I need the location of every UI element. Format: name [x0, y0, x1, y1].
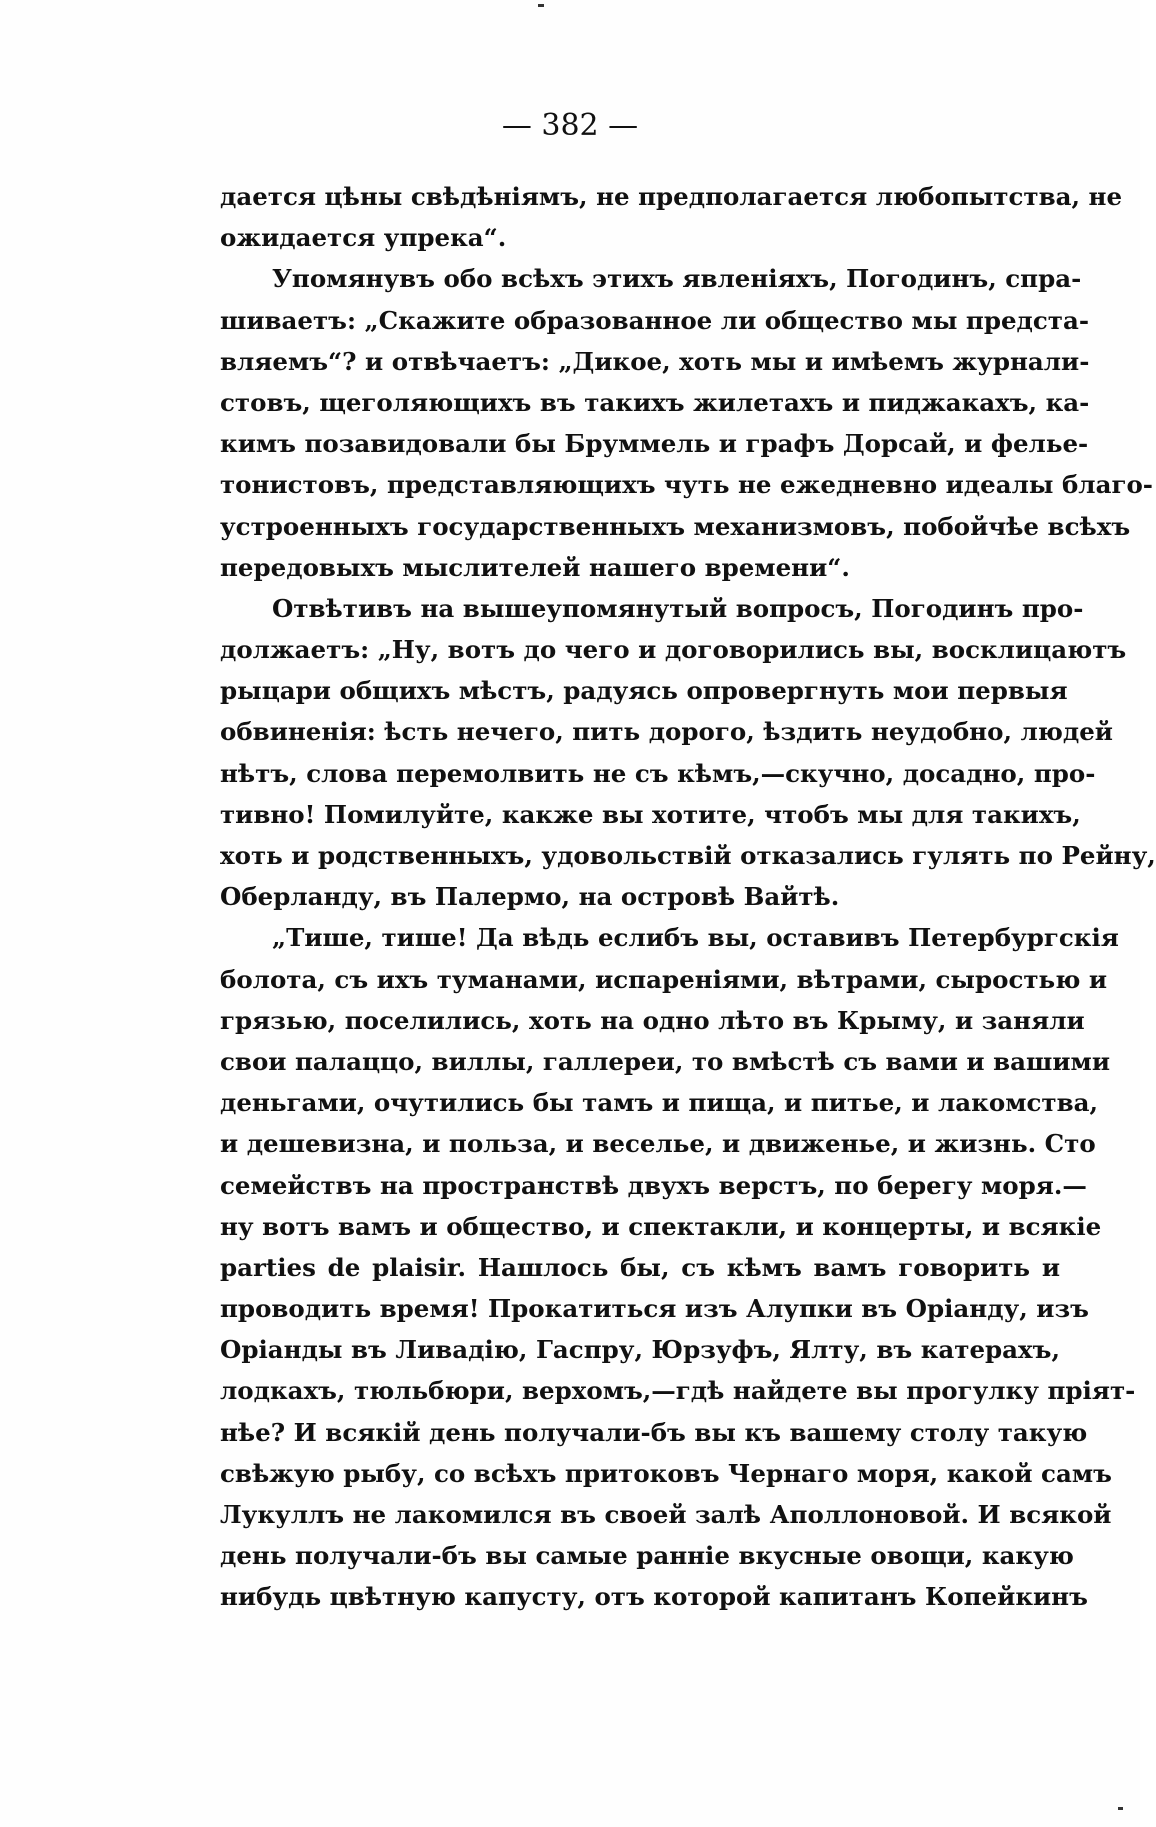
text-line: Лукуллъ не лакомился въ своей залѣ Аполлоновой. И всякой [220, 1500, 1112, 1529]
text-line: ожидается упрека“. [220, 223, 507, 253]
text-line: свои палаццо, виллы, галлереи, то вмѣстѣ съ вами и вашими [220, 1046, 1110, 1076]
text-line: свѣжую рыбу, со всѣхъ притоковъ Чернаго моря, какой самъ [220, 1458, 1112, 1488]
text-line: ну вотъ вамъ и общество, и спектакли, и концерты, и всякіе [220, 1211, 1102, 1241]
text-line: должаетъ: „Ну, вотъ до чего и договорились вы, восклицаютъ [220, 635, 1127, 665]
text-line: parties de plaisir. Нашлось бы, съ кѣмъ вамъ говорить и [220, 1252, 1060, 1282]
text-line: Оберланду, въ Палермо, на островѣ Вайтѣ. [220, 882, 840, 912]
text-line: деньгами, очутились бы тамъ и пища, и питье, и лакомства, [220, 1088, 1099, 1118]
text-line: дается цѣны свѣдѣніямъ, не предполагается любопытства, не [220, 182, 1123, 211]
scan-speck [538, 4, 544, 7]
text-line: день получали-бъ вы самые ранніе вкусные овощи, какую [220, 1541, 1074, 1571]
text-line: хоть и родственныхъ, удовольствій отказались гулять по Рейну, [220, 841, 1156, 870]
text-line: семействъ на пространствѣ двухъ верстъ, по берегу моря.— [220, 1170, 1087, 1200]
text-line: устроенныхъ государственныхъ механизмовъ, побойчѣе всѣхъ [220, 511, 1131, 541]
text-line: рыцари общихъ мѣстъ, радуясь опровергнуть мои первыя [220, 676, 1068, 706]
text-line: Упомянувъ обо всѣхъ этихъ явленіяхъ, Погодинъ, спра- [272, 264, 1082, 294]
text-line: Отвѣтивъ на вышеупомянутый вопросъ, Погодинъ про- [272, 593, 1084, 623]
text-line: нѣтъ, слова перемолвить не съ кѣмъ,—скучно, досадно, про- [220, 758, 1096, 788]
page-number: — 382 — [501, 108, 639, 143]
text-line: тивно! Помилуйте, какже вы хотите, чтобъ мы для такихъ, [220, 799, 1081, 829]
text-line: „Тише, тише! Да вѣдь еслибъ вы, оставивъ Петербургскія [272, 923, 1119, 953]
text-line: Оріанды въ Ливадію, Гаспру, Юрзуфъ, Ялту, въ катерахъ, [220, 1335, 1060, 1365]
text-line: шиваетъ: „Скажите образованное ли общество мы предста- [220, 305, 1090, 335]
text-line: вляемъ“? и отвѣчаетъ: „Дикое, хоть мы и имѣемъ журнали- [220, 346, 1090, 376]
text-line: грязью, поселились, хоть на одно лѣто въ Крыму, и заняли [220, 1005, 1085, 1035]
text-line: тонистовъ, представляющихъ чуть не ежедневно идеалы благо- [220, 470, 1153, 500]
text-line: болота, съ ихъ туманами, испареніями, вѣтрами, сыростью и [220, 964, 1108, 994]
text-line: кимъ позавидовали бы Бруммель и графъ Дорсай, и фелье- [220, 429, 1089, 459]
text-line: проводить время! Прокатиться изъ Алупки въ Оріанду, изъ [220, 1294, 1089, 1324]
text-line: обвиненія: ѣсть нечего, пить дорого, ѣздить неудобно, людей [220, 717, 1113, 747]
text-line: передовыхъ мыслителей нашего времени“. [220, 552, 850, 582]
scan-speck [1118, 1807, 1123, 1810]
text-line: и дешевизна, и польза, и веселье, и движенье, и жизнь. Сто [220, 1129, 1096, 1159]
text-line: лодкахъ, тюльбюри, верхомъ,—гдѣ найдете вы прогулку пріят- [220, 1376, 1136, 1406]
page-text [220, 176, 1156, 1618]
text-line: нибудь цвѣтную капусту, отъ которой капитанъ Копейкинъ [220, 1582, 1088, 1612]
text-line: нѣе? И всякій день получали-бъ вы къ вашему столу такую [220, 1417, 1088, 1447]
text-line: стовъ, щеголяющихъ въ такихъ жилетахъ и пиджакахъ, ка- [220, 387, 1090, 417]
